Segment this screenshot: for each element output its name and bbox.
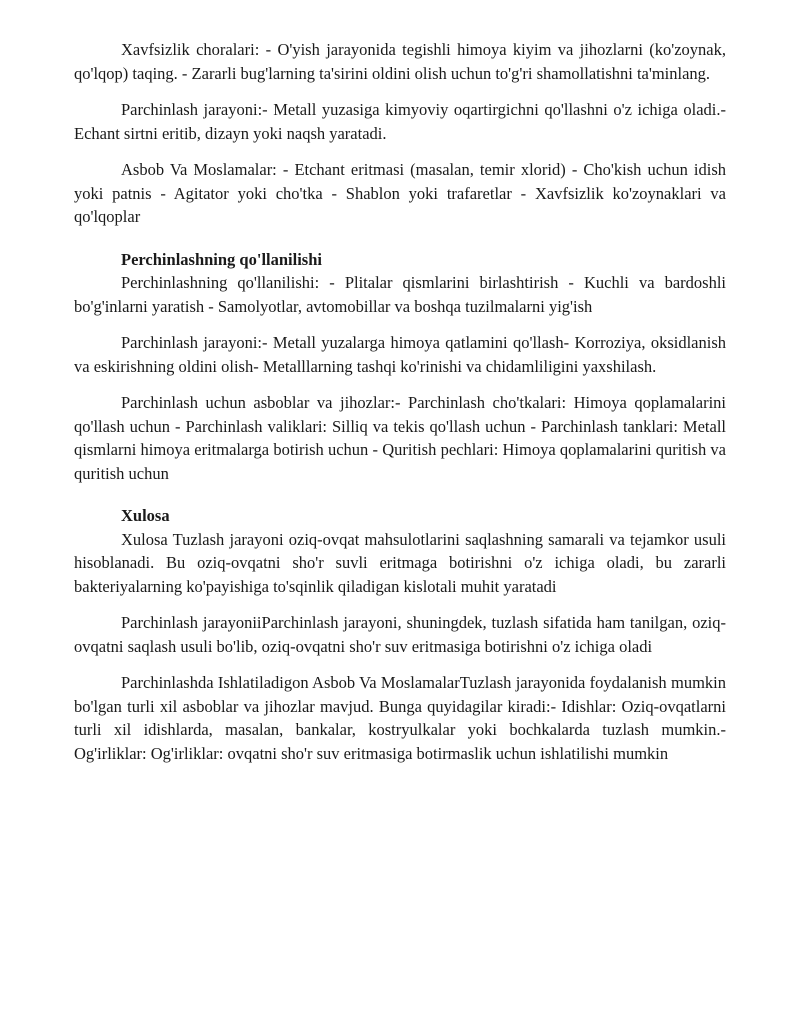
applications-paragraph: Perchinlashning qo'llanilishi: - Plitalar qismlarini birlashtirish - Kuchli va bardoshli bo'g'inlarni yaratish - Samolyotlar, avtomobillar va boshqa tuzilmalarni yig'ish (74, 273, 726, 316)
section-heading-applications: Perchinlashning qo'llanilishi (121, 249, 322, 269)
coating-process-paragraph: Parchinlash jarayoni:- Metall yuzalarga himoya qatlamini qo'llash- Korroziya, oksidlanish va eskirishning oldini olish- Metalllarning tashqi ko'rinishi va chidamliligini yaxshilash. (74, 333, 726, 376)
section-heading-conclusion: Xulosa (121, 506, 170, 525)
pickling-process-paragraph: Parchinlash jarayoniiParchinlash jarayoni, shuningdek, tuzlash sifatida ham tanilgan, oziq-ovqatni saqlash usuli bo'lib, oziq-ovqatni sho'r suv eritmasiga botirishni o'z ichiga oladi (74, 613, 726, 656)
pickling-tools-paragraph: Parchinlashda Ishlatiladigon Asbob Va MoslamalarTuzlash jarayonida foydalanish mumkin bo'lgan turli xil asboblar va jihozlar mavjud. Bunga quyidagilar kiradi:- Idishlar: Oziq-ovqatlarni turli xil idishlarda, masalan, bankalar, kostryulkalar yoki bochkalarda tuzlash mumkin.- Og'irliklar: Og'irliklar: ovqatni sho'r suv eritmasiga botirmaslik uchun ishlatilishi mumkin (74, 673, 726, 763)
conclusion-paragraph: Xulosa Tuzlash jarayoni oziq-ovqat mahsulotlarini saqlashning samarali va tejamkor usuli hisoblanadi. Bu oziq-ovqatni sho'r suvli eritmaga botirishni o'z ichiga oladi, bu zararli bakteriyalarning ko'payishiga to'sqinlik qiladigan kislotali muhit yaratadi (74, 529, 726, 596)
riveting-process-paragraph: Parchinlash jarayoni:- Metall yuzasiga kimyoviy oqartirgichni qo'llashni o'z ichiga oladi.- Echant sirtni eritib, dizayn yoki naqsh yaratadi. (74, 100, 726, 143)
tools-paragraph: Asbob Va Moslamalar: - Etchant eritmasi (masalan, temir xlorid) - Cho'kish uchun idish yoki patnis - Agitator yoki cho'tka - Shablon yoki trafaretlar - Xavfsizlik ko'zoynaklari va qo'lqoplar (74, 160, 726, 226)
equipment-paragraph: Parchinlash uchun asboblar va jihozlar:- Parchinlash cho'tkalari: Himoya qoplamalarini qo'llash uchun - Parchinlash valiklari: Silliq va tekis qo'llash uchun - Parchinlash tanklari: Metall qismlarni himoya eritmalarga botirish uchun - Quritish pechlari: Himoya qoplamalarini quritish va quritish uchun (74, 393, 726, 483)
safety-measures-paragraph: Xavfsizlik choralari: - O'yish jarayonida tegishli himoya kiyim va jihozlarni (ko'zoynak, qo'lqop) taqing. - Zararli bug'larning ta'sirini oldini olish uchun to'g'ri shamollatishni ta'minlang. (74, 40, 726, 83)
